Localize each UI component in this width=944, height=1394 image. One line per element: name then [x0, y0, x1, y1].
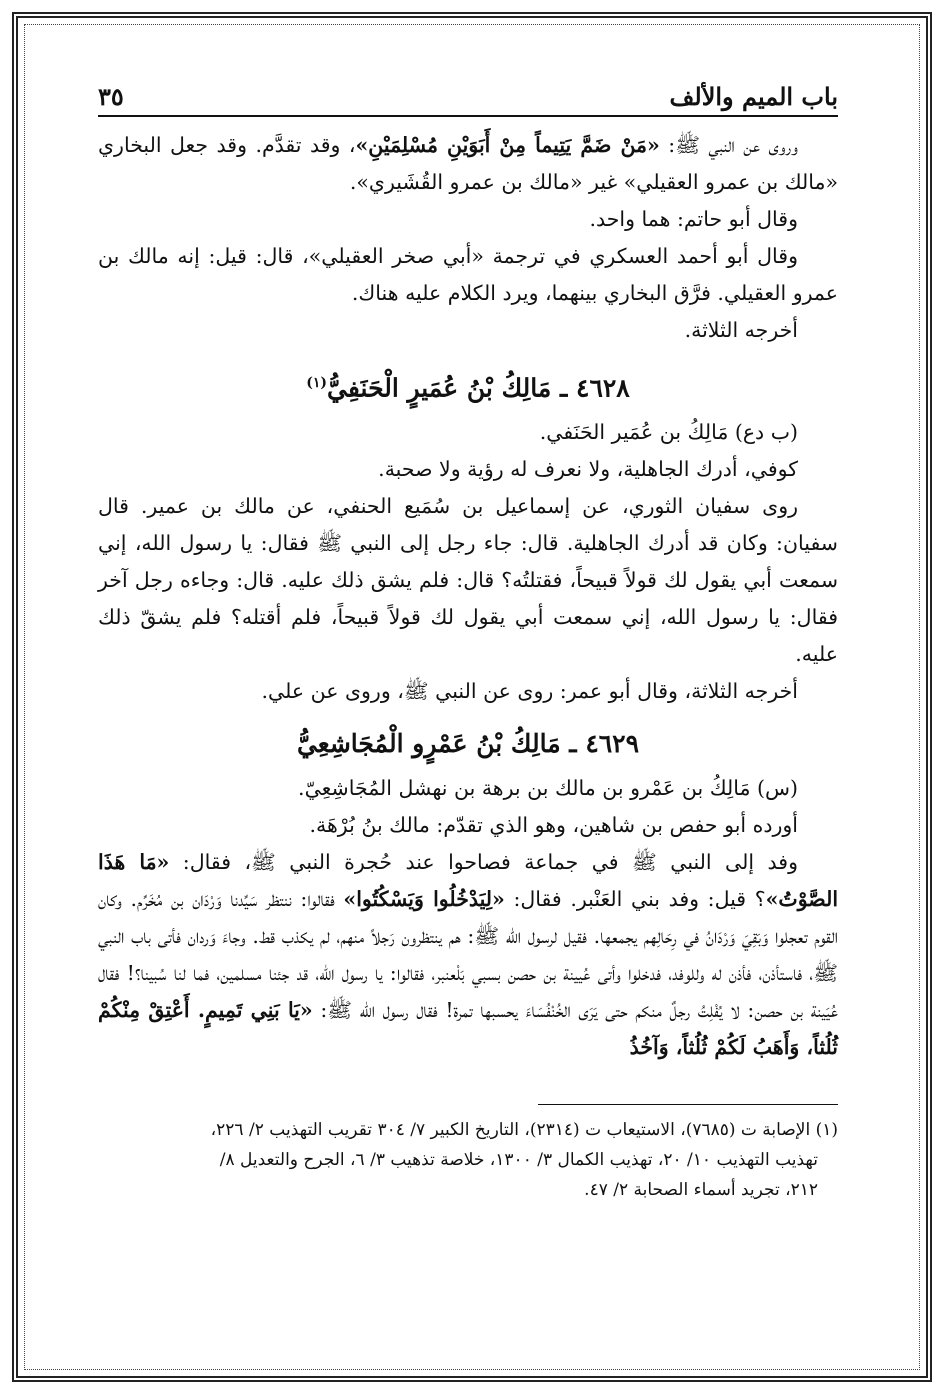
- page-number: ٣٥: [98, 82, 124, 111]
- paragraph: وقال أبو أحمد العسكري في ترجمة «أبي صخر العقيلي»، قال: قيل: إنه مالك بن عمرو العقيلي. فرَّق البخاري بينهما، ويرد الكلام عليه هناك.: [98, 244, 838, 305]
- footnote-line: ٢١٢، تجريد أسماء الصحابة ٢/ ٤٧.: [584, 1180, 818, 1201]
- paragraph: كوفي، أدرك الجاهلية، ولا نعرف له رؤية ولا صحبة.: [378, 457, 798, 482]
- text-run: وروى عن النبي ﷺ:: [659, 133, 798, 157]
- text-run: فقالوا: ننتظر سَيِّدنا وَرْدَان بن مُخَرِّم. وكان القوم تعجلوا وَبَقِيَ وَرْدَانُ في رِحَالِهم يجمعها. فقيل لرسول الله ﷺ: هم ينتظرون رَجلاً منهم، لم يكذب قط. وجاءَ وَردان فأتى باب النبي ﷺ، فاستأذن، فأذن له وللوفد، فدخلوا وأتى عُيينة بن حصن بسبي بَلْعنبر، فقالوا: يا رسول الله، قد جئنا مسلمين، فما لنا سُبينا؟! فقال عُيَينة بن حصن: لا يُفْلِتُ رجلٌ منكم حتى يَرَى الخُنْفُسَاءَ يحسبها تمرة! فقال رسول الله ﷺ:: [98, 887, 838, 1023]
- footnotes: [98, 1115, 838, 1205]
- entry-title: ٤٦٢٨ ـ مَالِكُ بْنُ عُمَيرٍ الْحَنَفِيُّ: [327, 373, 630, 403]
- footnote-line: (١) الإصابة ت (٧٦٨٥)، الاستيعاب ت (٢٣١٤)، التاريخ الكبير ٧/ ٣٠٤ تقريب التهذيب ٢/ ٢٢٦،: [210, 1120, 838, 1141]
- text-run: ، وقد تقدَّم. وقد جعل البخاري «مالك بن عمرو العقيلي» غير «مالك بن عمرو القُشَيري».: [98, 133, 838, 194]
- paragraph: [98, 127, 838, 201]
- paragraph: وقال أبو حاتم: هما واحد.: [589, 207, 798, 231]
- entry-heading: [98, 363, 838, 408]
- paragraph: [98, 844, 838, 1066]
- footnote-line: تهذيب التهذيب ١٠/ ٢٠، تهذيب الكمال ٣/ ١٣٠٠، خلاصة تذهيب ٣/ ٦، الجرح والتعديل ٨/: [219, 1150, 818, 1171]
- paragraph: أخرجه الثلاثة.: [684, 318, 798, 342]
- paragraph: (ب دع) مَالِكُ بن عُمَير الحَنَفي.: [539, 420, 798, 445]
- text-run: ؟ قيل: وفد بني العَنْبر. فقال:: [504, 887, 766, 912]
- paragraph: أورده أبو حفص بن شاهين، وهو الذي تقدّم: مالك بنُ بُرْهَة.: [309, 813, 798, 838]
- running-header: [98, 82, 838, 117]
- text-run: وفد إلى النبي ﷺ في جماعة فصاحوا عند حُجرة النبي ﷺ، فقال:: [169, 850, 798, 875]
- paragraph: (س) مَالِكُ بن عَمْرو بن مالك بن برهة بن نهشل المُجَاشِعِيّ.: [298, 776, 798, 801]
- book-page: [98, 82, 838, 1205]
- hadith-quote: «مَا هَذَا الصَّوْتُ»: [98, 850, 839, 912]
- footnote-marker: (١): [306, 375, 328, 391]
- entry-title: ٤٦٢٩ ـ مَالِكُ بْنُ عَمْرٍو الْمُجَاشِعِيُّ: [296, 729, 640, 759]
- hadith-quote: «مَنْ ضَمَّ يَتِيماً مِنْ أَبَوَيْنِ مُسْلِمَيْنِ»: [355, 133, 660, 157]
- hadith-quote: «يَا بَنِي تَمِيمٍ. أَعْتِقْ مِنْكُمْ ثُلُثاً، وَأَهَبُ لَكُمْ ثُلُثاً، وَآخُذُ: [98, 998, 838, 1060]
- footnote-divider: [538, 1104, 838, 1105]
- chapter-title: باب الميم والألف: [669, 82, 838, 111]
- paragraph: روى سفيان الثوري، عن إسماعيل بن سُمَيع الحنفي، عن مالك بن عمير. قال سفيان: وكان قد أدرك الجاهلية. قال: جاء رجل إلى النبي ﷺ فقال: يا رسول الله، إني سمعت أبي يقول لك قولاً قبيحاً، فقتلتُه؟ قال: فلم يشق ذلك عليه. قال: وجاءه رجل آخر فقال: يا رسول الله، إني سمعت أبي يقول لك قولاً قبيحاً، فلم أقتله؟ فلم يشقّ ذلك عليه.: [98, 494, 838, 667]
- paragraph: أخرجه الثلاثة، وقال أبو عمر: روى عن النبي ﷺ، وروى عن علي.: [261, 679, 798, 704]
- entry-heading: [98, 724, 838, 764]
- hadith-quote: «لِيَدْخُلُوا وَيَسْكُتُوا»: [343, 887, 505, 912]
